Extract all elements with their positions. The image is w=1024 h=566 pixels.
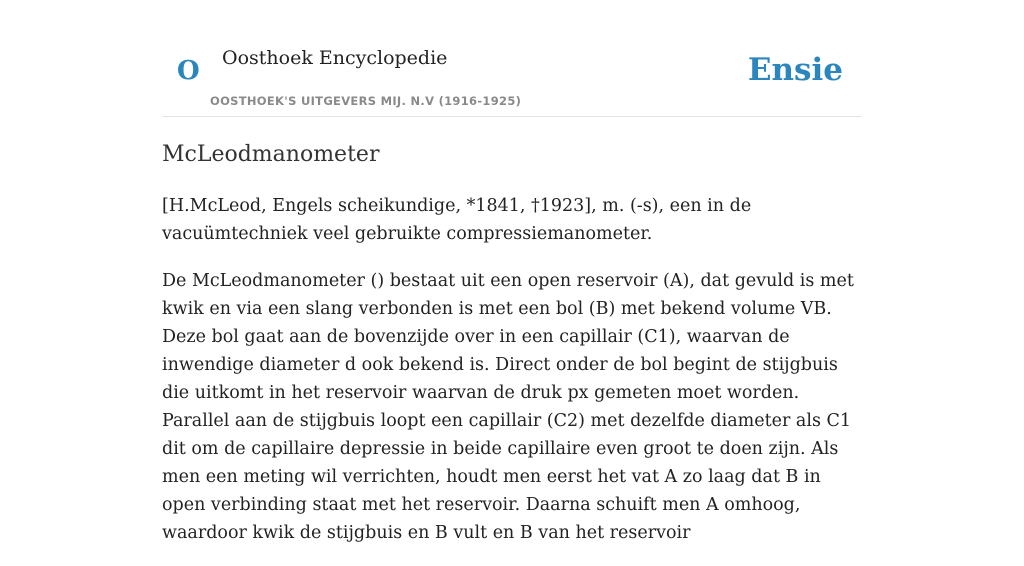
page xyxy=(162,0,862,543)
article-paragraph: De McLeodmanometer () bestaat uit een open reservoir (A), dat gevuld is met kwik en via een slang verbonden is met een bol (B) met bekend volume VB. Deze bol gaat aan de bovenzijde over in een capillair (C1), waarvan de inwendige diameter d ook bekend is. Direct onder de bol begint de stijgbuis die uitkomt in het reservoir waarvan de druk px gemeten moet worden. Parallel aan de stijgbuis loopt een capillair (C2) met dezelfde diameter als C1 dit om de capillaire depressie in beide capillaire even groot te doen zijn. Als men een meting wil verrichten, houdt men eerst het vat A zo laag dat B in open verbinding staat met het reservoir. Daarna schuift men A omhoog, waardoor kwik de stijgbuis en B vult en B van het reservoir xyxy=(162,271,854,543)
article-body xyxy=(162,192,862,566)
publisher-label: OOSTHOEK'S UITGEVERS MIJ. N.V (1916-1925) xyxy=(210,94,522,108)
article-title: McLeodmanometer xyxy=(162,142,380,167)
ensie-logo-link[interactable]: Ensie xyxy=(747,52,843,88)
letter-index-link[interactable]: O xyxy=(177,56,200,86)
site-header xyxy=(162,0,862,117)
encyclopedia-title[interactable]: Oosthoek Encyclopedie xyxy=(222,47,448,69)
article-paragraph: [H.McLeod, Engels scheikundige, *1841, †1923], m. (-s), een in de vacuümtechniek veel gebruikte compressiemanometer. xyxy=(162,196,752,244)
